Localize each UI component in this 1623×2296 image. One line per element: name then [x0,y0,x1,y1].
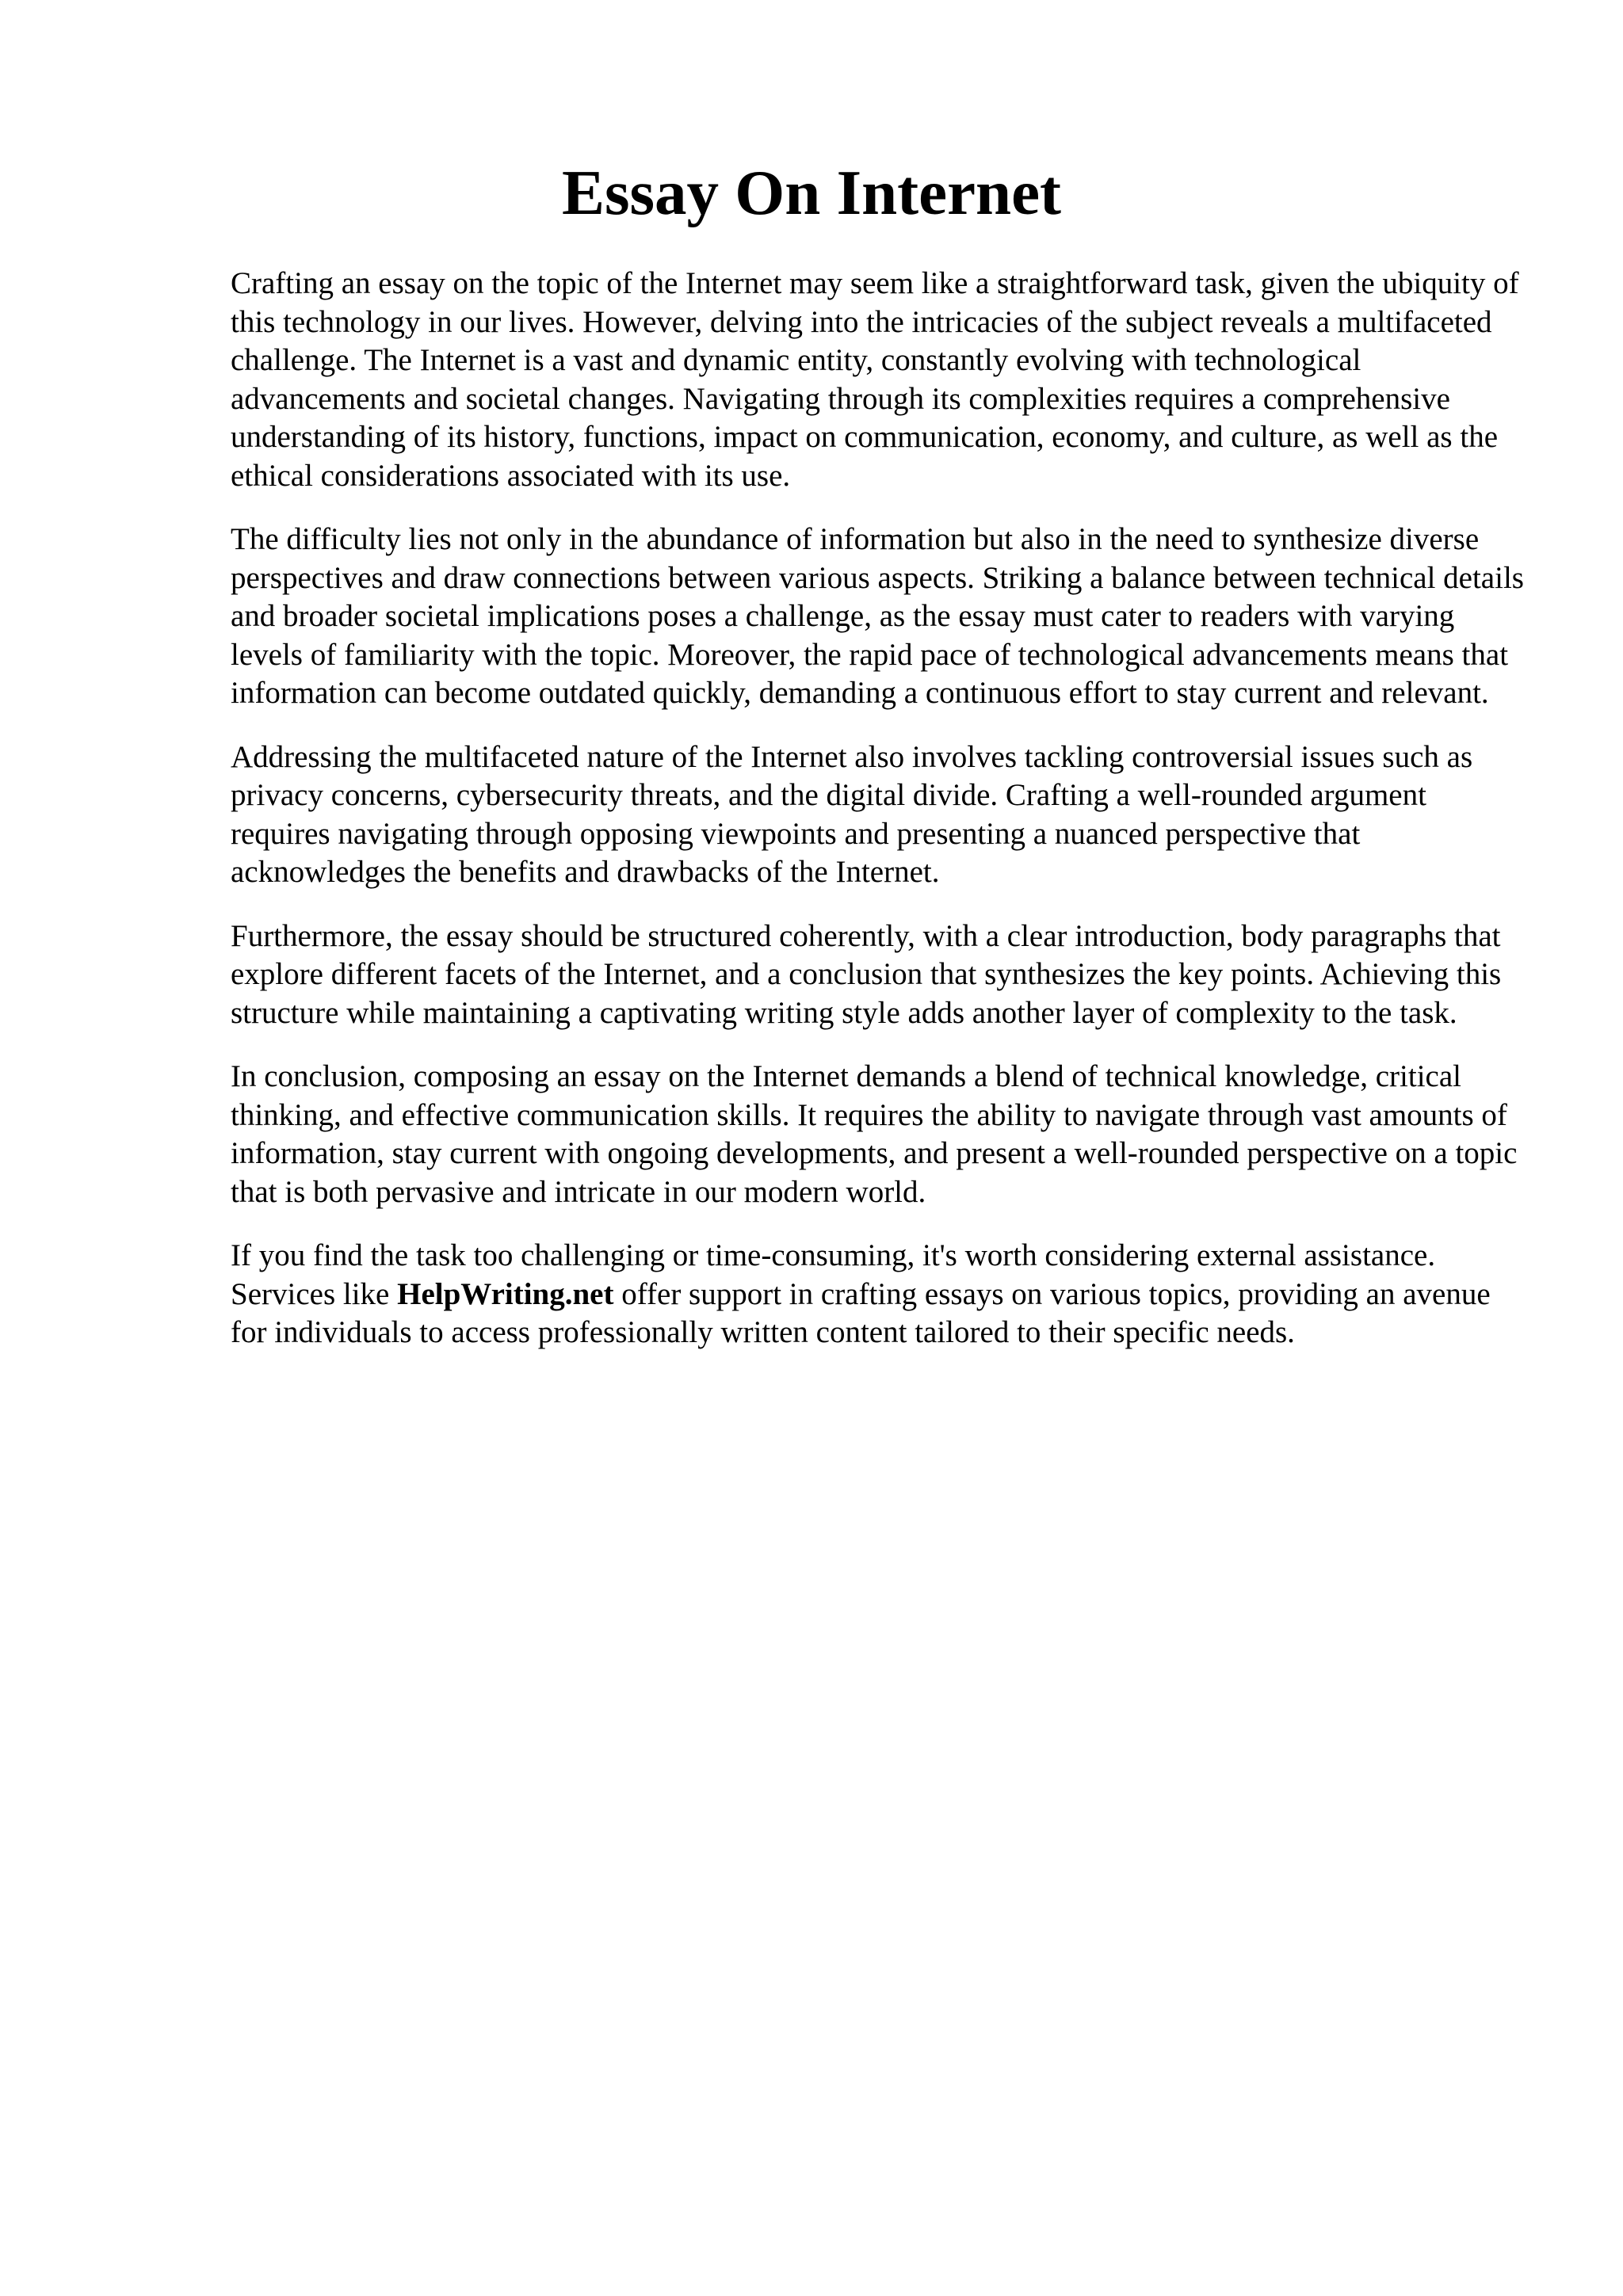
paragraph-closing [231,1237,1530,1352]
paragraph-2: The difficulty lies not only in the abundance of information but also in the need to synthesize diverse perspectives and draw connections between various aspects. Striking a balance between technical details and broader societal implications poses a challenge, as the essay must cater to readers with varying levels of familiarity with the topic. Moreover, the rapid pace of technological advancements means that information can become outdated quickly, demanding a continuous effort to stay current and relevant. [231,522,1524,710]
closing-text-after: offer support in crafting essays on various topics, providing an avenue for individuals to access professionally written content tailored to their specific needs. [231,1276,1491,1349]
paragraph-5: In conclusion, composing an essay on the Internet demands a blend of technical knowledge, critical thinking, and effective communication skills. It requires the ability to navigate through vast amounts of information, stay current with ongoing developments, and present a well-rounded perspective on a topic that is both pervasive and intricate in our modern world. [231,1059,1518,1209]
document-body [231,265,1530,1378]
document-title: Essay On Internet [561,157,1062,228]
paragraph-4: Furthermore, the essay should be structured coherently, with a clear introduction, body paragraphs that explore different facets of the Internet, and a conclusion that synthesizes the key points. Achieving this structure while maintaining a captivating writing style adds another layer of complexity to the task. [231,918,1502,1030]
paragraph-1: Crafting an essay on the topic of the Internet may seem like a straightforward task, given the ubiquity of this technology in our lives. However, delving into the intricacies of the subject reveals a multifaceted challenge. The Internet is a vast and dynamic entity, constantly evolving with technological advancements and societal changes. Navigating through its complexities requires a comprehensive understanding of its history, functions, impact on communication, economy, and culture, as well as the ethical considerations associated with its use. [231,266,1519,493]
helpwriting-link[interactable]: HelpWriting.net [397,1276,614,1311]
closing-text-before: If you find the task too challenging or time-consuming, it's worth considering external assistance. Services like [231,1238,1436,1311]
paragraph-3: Addressing the multifaceted nature of the Internet also involves tackling controversial issues such as privacy concerns, cybersecurity threats, and the digital divide. Crafting a well-rounded argument requires navigating through opposing viewpoints and presenting a nuanced perspective that acknowledges the benefits and drawbacks of the Internet. [231,739,1473,889]
